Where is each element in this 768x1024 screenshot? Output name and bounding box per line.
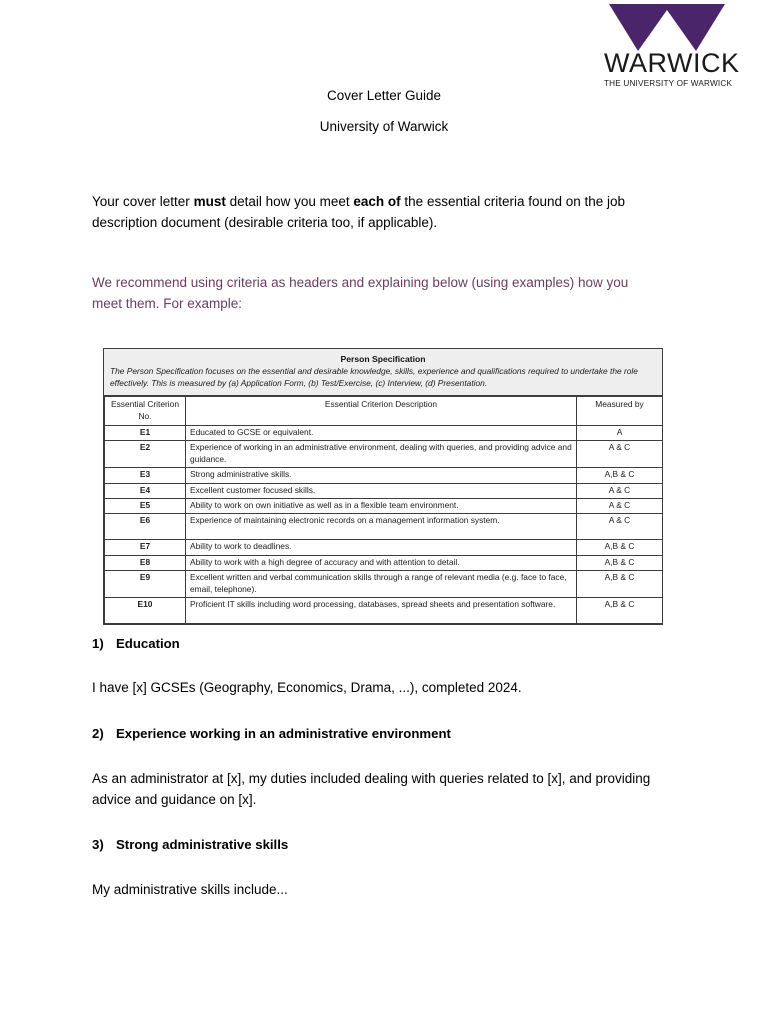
cell-criterion-description: Proficient IT skills including word processing, databases, spread sheets and presentation software. <box>186 598 577 624</box>
warwick-tagline: THE UNIVERSITY OF WARWICK <box>604 79 733 88</box>
table-row <box>105 571 663 598</box>
cell-criterion-description: Strong administrative skills. <box>186 468 577 483</box>
spec-intro-block <box>104 349 662 396</box>
table-row <box>105 514 663 540</box>
cell-measured-by: A <box>577 426 663 441</box>
cell-criterion-no: E1 <box>105 426 186 441</box>
spec-intro-text: The Person Specification focuses on the essential and desirable knowledge, skills, experience and qualifications required to undertake the role effectively. This is measured by (a) Application Form, (b) Test/Exercise, (c) Interview, (d) Presentation. <box>110 366 638 388</box>
criterion-body-2: As an administrator at [x], my duties included dealing with queries related to [x], and providing advice and guidance on [x]. <box>92 770 651 807</box>
cell-criterion-no: E3 <box>105 468 186 483</box>
criterion-heading-3 <box>92 835 672 855</box>
table-row <box>105 483 663 498</box>
page-title: Cover Letter Guide <box>326 88 442 103</box>
column-header-criterion-no: Essential Criterion No. <box>105 397 186 426</box>
cell-measured-by: A & C <box>577 441 663 468</box>
cell-criterion-no: E7 <box>105 540 186 555</box>
criterion-heading-1 <box>92 634 672 654</box>
cell-measured-by: A & C <box>577 483 663 498</box>
table-row <box>105 598 663 624</box>
column-header-measured-by: Measured by <box>577 397 663 426</box>
intro-text-part1: Your cover letter <box>92 193 194 209</box>
intro-text-part3: the essential criteria found on the job description document (desirable criteria too, if applicable). <box>92 193 626 230</box>
criteria-table-body <box>105 426 663 624</box>
cell-criterion-no: E10 <box>105 598 186 624</box>
cell-criterion-description: Excellent written and verbal communication skills through a range of relevant media (e.g. face to face, email, telephone). <box>186 571 577 598</box>
cell-criterion-description: Excellent customer focused skills. <box>186 483 577 498</box>
cell-criterion-description: Experience of working in an administrative environment, dealing with queries, and providing advice and guidance. <box>186 441 577 468</box>
person-specification-table <box>103 348 663 625</box>
intro-bold-must: must <box>193 193 226 209</box>
criterion-title-2: Experience working in an administrative environment <box>116 726 451 741</box>
column-header-criterion-description: Essential Criterion Description <box>186 397 577 426</box>
table-row <box>105 441 663 468</box>
cell-measured-by: A,B & C <box>577 468 663 483</box>
warwick-logo <box>604 4 740 88</box>
cell-criterion-no: E2 <box>105 441 186 468</box>
cell-criterion-description: Experience of maintaining electronic records on a management information system. <box>186 514 577 540</box>
criteria-table <box>104 396 663 624</box>
cell-measured-by: A & C <box>577 499 663 514</box>
cell-measured-by: A,B & C <box>577 555 663 570</box>
criterion-body-1: I have [x] GCSEs (Geography, Economics, Drama, ...), completed 2024. <box>92 679 522 695</box>
warwick-wordmark: WARWICK <box>604 48 740 78</box>
criterion-body-3: My administrative skills include... <box>92 881 288 897</box>
table-header-row <box>105 397 663 426</box>
warwick-w-mark-icon <box>609 4 725 51</box>
intro-text-part2: detail how you meet <box>225 193 354 209</box>
cell-criterion-description: Educated to GCSE or equivalent. <box>186 426 577 441</box>
table-row <box>105 499 663 514</box>
spec-title: Person Specification <box>340 354 426 364</box>
table-row <box>105 555 663 570</box>
criterion-number-1: 1) <box>92 636 104 651</box>
intro-bold-each-of: each of <box>353 193 401 209</box>
table-row <box>105 426 663 441</box>
table-row <box>105 468 663 483</box>
cell-measured-by: A,B & C <box>577 571 663 598</box>
cell-criterion-no: E8 <box>105 555 186 570</box>
page-subtitle: University of Warwick <box>319 119 449 134</box>
cell-measured-by: A,B & C <box>577 540 663 555</box>
cell-measured-by: A,B & C <box>577 598 663 624</box>
table-row <box>105 540 663 555</box>
criterion-heading-2 <box>92 724 672 744</box>
criterion-title-3: Strong administrative skills <box>116 837 289 852</box>
cell-criterion-no: E9 <box>105 571 186 598</box>
cell-criterion-no: E4 <box>105 483 186 498</box>
cell-criterion-description: Ability to work on own initiative as well as in a flexible team environment. <box>186 499 577 514</box>
cell-criterion-no: E5 <box>105 499 186 514</box>
criterion-title-1: Education <box>116 636 180 651</box>
criterion-number-2: 2) <box>92 726 104 741</box>
intro-paragraph <box>92 191 658 233</box>
cell-measured-by: A & C <box>577 514 663 540</box>
cell-criterion-no: E6 <box>105 514 186 540</box>
criterion-number-3: 3) <box>92 837 104 852</box>
cell-criterion-description: Ability to work with a high degree of accuracy and with attention to detail. <box>186 555 577 570</box>
recommendation-paragraph: We recommend using criteria as headers and explaining below (using examples) how you meet them. For example: <box>92 274 629 311</box>
cell-criterion-description: Ability to work to deadlines. <box>186 540 577 555</box>
